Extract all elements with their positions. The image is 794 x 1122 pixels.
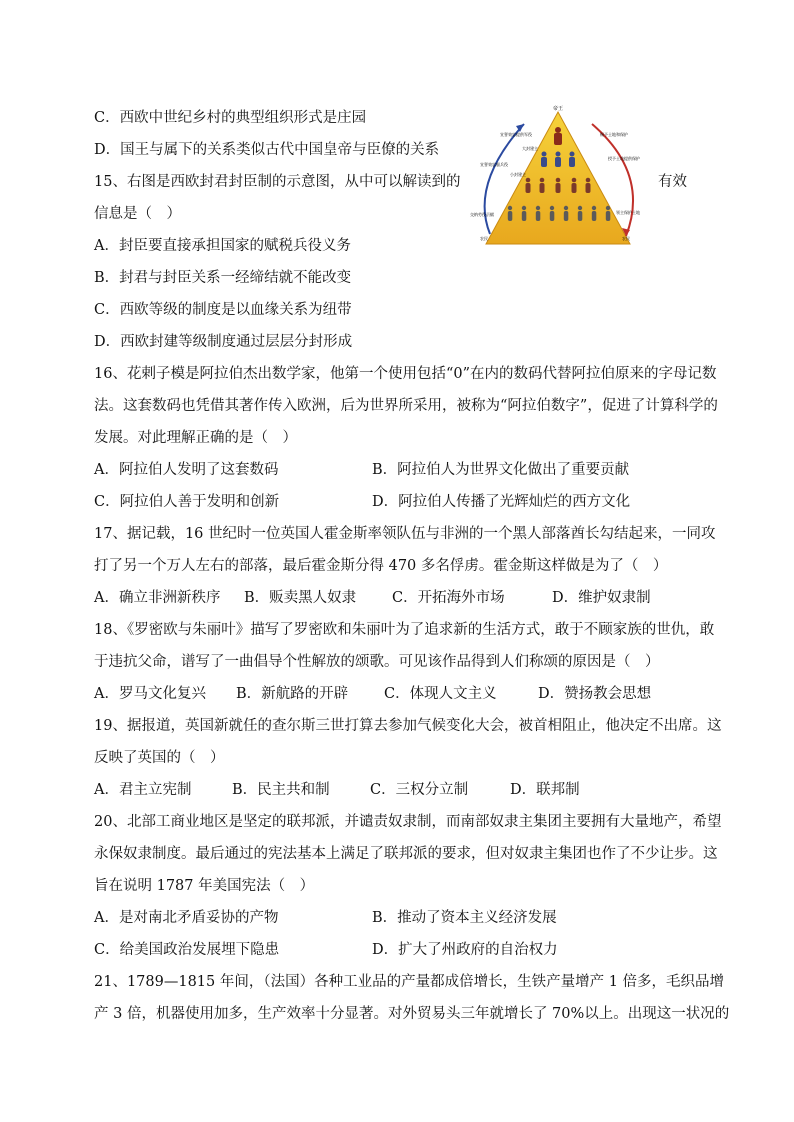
q17-line1: 17、据记载，16 世纪时一位英国人霍金斯率领队伍与非洲的一个黑人部落酋长勾结起来，一同攻 <box>94 526 716 542</box>
q14-option-c: C．西欧中世纪乡村的典型组织形式是庄园 <box>94 110 367 126</box>
q18-option-a: A．罗马文化复兴 <box>94 686 206 702</box>
q20-option-c: C．给美国政治发展埋下隐患 <box>94 942 280 958</box>
q17-line2: 打了另一个万人左右的部落，最后霍金斯分得 470 多名俘虏。霍金斯这样做是为了（ ） <box>94 558 668 574</box>
q20-line3: 旨在说明 1787 年美国宪法（ ） <box>94 878 315 894</box>
q15-option-d: D．西欧封建等级制度通过层层分封形成 <box>94 334 353 350</box>
q18-option-b: B．新航路的开辟 <box>236 686 349 702</box>
q19-option-a: A．君主立宪制 <box>94 782 192 798</box>
q18-line1: 18、《罗密欧与朱丽叶》描写了罗密欧和朱丽叶为了追求新的生活方式，敢于不顾家族的世仇，敢 <box>94 622 715 638</box>
label-left-6: 农民 <box>480 236 488 241</box>
q20-option-b: B．推动了资本主义经济发展 <box>372 910 557 926</box>
q19-option-d: D．联邦制 <box>510 782 580 798</box>
label-right-1: 赐予土地和保护 <box>600 132 628 137</box>
q16-line1: 16、花剌子模是阿拉伯杰出数学家，他第一个使用包括“0”在内的数码代替阿拉伯原来的字母记数 <box>94 366 717 382</box>
q15-stem-line2: 信息是（ ） <box>94 206 181 222</box>
king-figure <box>554 127 562 145</box>
q16-option-c: C．阿拉伯人善于发明和创新 <box>94 494 280 510</box>
q20-line1: 20、北部工商业地区是坚定的联邦派，并谴责奴隶制，而南部奴隶主集团主要拥有大量地产，希望 <box>94 814 722 830</box>
q17-option-c: C．开拓海外市场 <box>392 590 505 606</box>
q19-line1: 19、据报道，英国新就任的查尔斯三世打算去参加气候变化大会，被首相阻止，他决定不出席。这 <box>94 718 722 734</box>
q17-option-a: A．确立非洲新秩序 <box>94 590 221 606</box>
q19-option-c: C．三权分立制 <box>370 782 469 798</box>
lords-figures <box>541 152 575 168</box>
q17-option-b: B．贩卖黑人奴隶 <box>244 590 357 606</box>
q20-option-a: A．是对南北矛盾妥协的产物 <box>94 910 279 926</box>
q21-line1: 21、1789—1815 年间，（法国）各种工业品的产量都成倍增长，生铁产量增产 1 倍多，毛织品增 <box>94 974 725 990</box>
label-left-5: 交纳劳役贡赋 <box>470 212 494 217</box>
q18-line2: 于违抗父命，谱写了一曲倡导个性解放的颂歌。可见该作品得到人们称颂的原因是（ ） <box>94 654 660 670</box>
label-right-2: 授予土地提供保护 <box>608 156 640 161</box>
q15-stem-line1-right: 有效 <box>658 174 687 190</box>
q19-line2: 反映了英国的（ ） <box>94 750 225 766</box>
q15-option-a: A．封臣要直接承担国家的赋税兵役义务 <box>94 238 351 254</box>
q17-option-d: D．维护奴隶制 <box>552 590 651 606</box>
label-left-2: 大封建主 <box>522 146 538 151</box>
label-left-3: 宣誓效忠服兵役 <box>480 162 508 167</box>
q16-line3: 发展。对此理解正确的是（ ） <box>94 430 297 446</box>
q16-option-d: D．阿拉伯人传播了光辉灿烂的西方文化 <box>372 494 631 510</box>
q15-stem-line1: 15、右图是西欧封君封臣制的示意图，从中可以解读到的 <box>94 174 461 190</box>
q15-option-b: B．封君与封臣关系一经缔结就不能改变 <box>94 270 352 286</box>
q14-option-d: D．国王与属下的关系类似古代中国皇帝与臣僚的关系 <box>94 142 440 158</box>
label-right-4: 农民 <box>622 236 630 241</box>
feudal-pyramid-figure <box>466 104 650 252</box>
q18-option-c: C．体现人文主义 <box>384 686 497 702</box>
label-left-4: 小封建主 <box>510 172 526 177</box>
q16-option-b: B．阿拉伯人为世界文化做出了重要贡献 <box>372 462 630 478</box>
q20-line2: 永保奴隶制度。最后通过的宪法基本上满足了联邦派的要求，但对奴隶主集团也作了不少让步。这 <box>94 846 718 862</box>
q18-option-d: D．赞扬教会思想 <box>538 686 652 702</box>
q16-line2: 法。这套数码也凭借其著作传入欧洲，后为世界所采用，被称为“阿拉伯数字”，促进了计算科学的 <box>94 398 718 414</box>
q19-option-b: B．民主共和制 <box>232 782 330 798</box>
q21-line2: 产 3 倍，机器使用加多，生产效率十分显著。对外贸易头三年就增长了 70%以上。出现这一状况的 <box>94 1006 730 1022</box>
q16-option-a: A．阿拉伯人发明了这套数码 <box>94 462 279 478</box>
q20-option-d: D．扩大了州政府的自治权力 <box>372 942 558 958</box>
label-left-1: 宣誓效忠提供军役 <box>500 132 532 137</box>
label-right-3: 领主保护土地 <box>616 210 640 215</box>
label-king: 帝王 <box>552 106 564 112</box>
q15-option-c: C．西欧等级的制度是以血缘关系为纽带 <box>94 302 352 318</box>
